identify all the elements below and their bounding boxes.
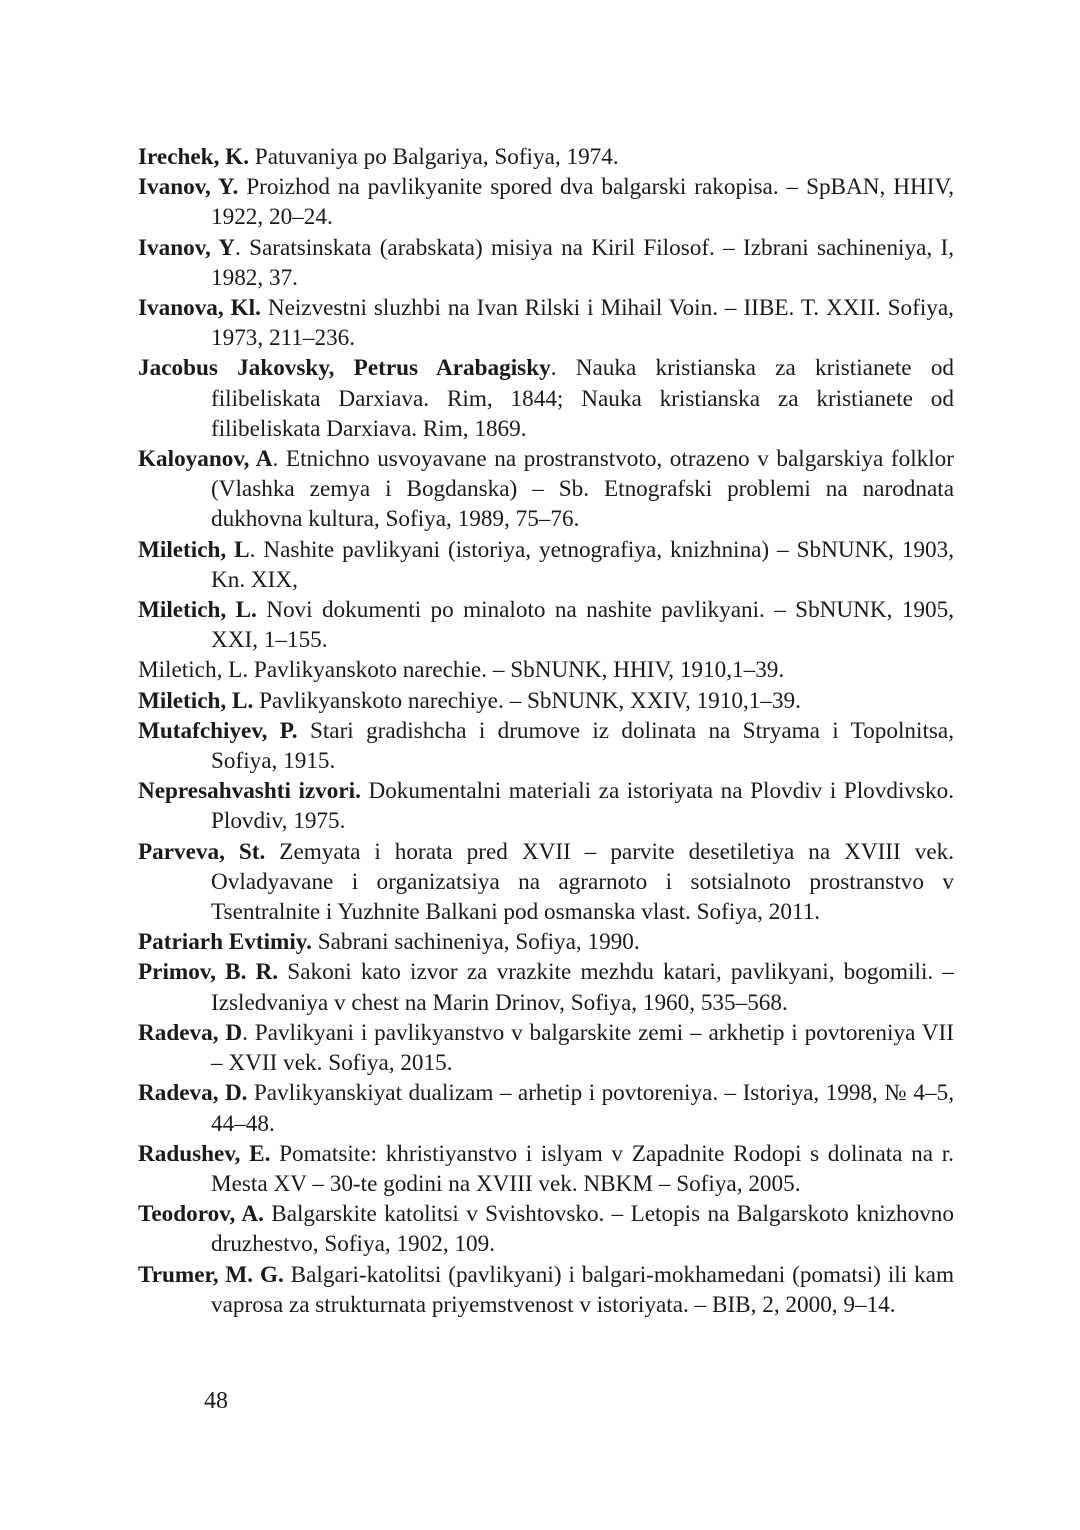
entry-author: Patriarh Evtimiy. (138, 929, 312, 956)
entry-author: Radeva, D (138, 1019, 243, 1046)
entry-author: Jacobus Jakovsky, Petrus Arabagisky (138, 355, 551, 382)
page-number: 48 (204, 1388, 228, 1414)
entry-text: Sabrani sachineniya, Sofiya, 1990. (311, 929, 640, 956)
bibliography-entry (138, 686, 954, 716)
entry-text: Neizvestni sluzhbi na Ivan Rilski i Mihail Voin. – IIBE. T. XXII. Sofiya, 1973, 211–236. (211, 295, 954, 352)
entry-text: Pavlikyanskiyat dualizam – arhetip i povtoreniya. – Istoriya, 1998, № 4–5, 44–48. (211, 1080, 954, 1137)
entry-text: Balgari-katolitsi (pavlikyani) i balgari-mokhamedani (pomatsi) ili kam vaprosa za strukturnata priyemstvenost v istoriyata. – BIB, 2, 2000, 9–14. (211, 1261, 954, 1318)
bibliography-entry (138, 233, 954, 293)
bibliography-entry (138, 1139, 954, 1199)
entry-text: Sakoni kato izvor za vrazkite mezhdu katari, pavlikyani, bogomili. – Izsledvaniya v chest na Marin Drinov, Sofiya, 1960, 535–568. (211, 959, 954, 1016)
bibliography-entry (138, 927, 954, 957)
entry-author: Miletich, L (138, 536, 250, 563)
entry-text: Proizhod na pavlikyanite spored dva balgarski rakopisa. – SpBAN, HHIV, 1922, 20–24. (211, 174, 954, 231)
entry-author: Mutafchiyev, P. (138, 717, 298, 744)
entry-text: Dokumentalni materiali za istoriyata na Plovdiv i Plovdivsko. Plovdiv, 1975. (211, 778, 954, 835)
entry-text: Pavlikyanskoto narechiye. – SbNUNK, XXIV, 1910,1–39. (253, 687, 801, 714)
entry-author: Ivanova, Kl. (138, 295, 261, 322)
bibliography-entry (138, 595, 954, 655)
bibliography-entry (138, 1078, 954, 1138)
entry-text: Pavlikyanskoto narechie. – SbNUNK, HHIV, 1910,1–39. (248, 657, 785, 684)
entry-text: . Nashite pavlikyani (istoriya, yetnografiya, knizhnina) – SbNUNK, 1903, Kn. XIX, (211, 536, 954, 593)
entry-text: . Pavlikyani i pavlikyanstvo v balgarskite zemi – arkhetip i povtoreniya VII – XVII vek. Sofiya, 2015. (211, 1019, 954, 1077)
bibliography-entry (138, 293, 954, 353)
bibliography-entry (138, 353, 954, 444)
entry-text: . Nauka kristianska za kristianete od filibeliskata Darxiava. Rim, 1844; Nauka kristianska za kristianete od filibeliskata Darxiava. Rim, 1869. (211, 355, 955, 442)
bibliography-entry (138, 655, 954, 685)
bibliography-entry (138, 1199, 954, 1259)
entry-author: Miletich, L. (138, 597, 257, 624)
entry-text: Zemyata i horata pred XVII – parvite desetiletiya na XVIII vek. Ovladyavane i organizatsiya na agrarnoto i sotsialnoto prostranstvo v Tsentralnite i Yuzhnite Balkani pod osmanska vlast. Sofiya, 2011. (211, 838, 954, 926)
entry-text: Novi dokumenti po minaloto na nashite pavlikyani. – SbNUNK, 1905, XXI, 1–155. (211, 597, 954, 654)
entry-text: . Etnichno usvoyavane na prostranstvoto, otrazeno v balgarskiya folklor (Vlashka zemya i Bogdanska) – Sb. Etnografski problemi na narodnata dukhovna kultura, Sofiya, 1989, 75–76. (211, 446, 954, 533)
bibliography-list (138, 142, 954, 1320)
bibliography-entry (138, 716, 954, 776)
entry-author: Radeva, D. (138, 1080, 248, 1107)
bibliography-entry (138, 142, 954, 172)
entry-author: Radushev, E. (138, 1140, 271, 1167)
bibliography-entry (138, 535, 954, 595)
entry-author: Ivanov, Y (138, 234, 235, 261)
entry-author: Miletich, L. (138, 657, 249, 684)
bibliography-entry (138, 172, 954, 232)
entry-text: Pomatsite: khristiyanstvo i islyam v Zapadnite Rodopi s dolinata na r. Mesta XV – 30-te godini na XVIII vek. NBKM – Sofiya, 2005. (211, 1140, 954, 1197)
entry-author: Nepresahvashti izvori. (138, 778, 361, 805)
entry-author: Teodorov, A. (138, 1201, 264, 1228)
entry-author: Primov, B. R. (138, 959, 279, 986)
entry-text: . Saratsinskata (arabskata) misiya na Kiril Filosof. – Izbrani sachineniya, I, 1982, 37. (211, 234, 954, 291)
bibliography-entry (138, 1018, 954, 1078)
entry-text: Patuvaniya po Balgariya, Sofiya, 1974. (249, 144, 619, 170)
entry-author: Irechek, K. (138, 144, 249, 170)
bibliography-entry (138, 1260, 954, 1320)
entry-author: Trumer, M. G. (138, 1261, 284, 1288)
entry-text: Stari gradishcha i drumove iz dolinata na Stryama i Topolnitsa, Sofiya, 1915. (211, 717, 954, 775)
entry-author: Kaloyanov, A (138, 446, 273, 473)
bibliography-entry (138, 776, 954, 836)
bibliography-entry (138, 444, 954, 535)
entry-text: Balgarskite katolitsi v Svishtovsko. – Letopis na Balgarskoto knizhovno druzhestvo, Sofiya, 1902, 109. (211, 1201, 954, 1258)
bibliography-entry (138, 957, 954, 1017)
entry-author: Miletich, L. (138, 687, 254, 714)
entry-author: Ivanov, Y. (138, 174, 239, 201)
entry-author: Parveva, St. (138, 838, 266, 865)
bibliography-entry (138, 837, 954, 928)
